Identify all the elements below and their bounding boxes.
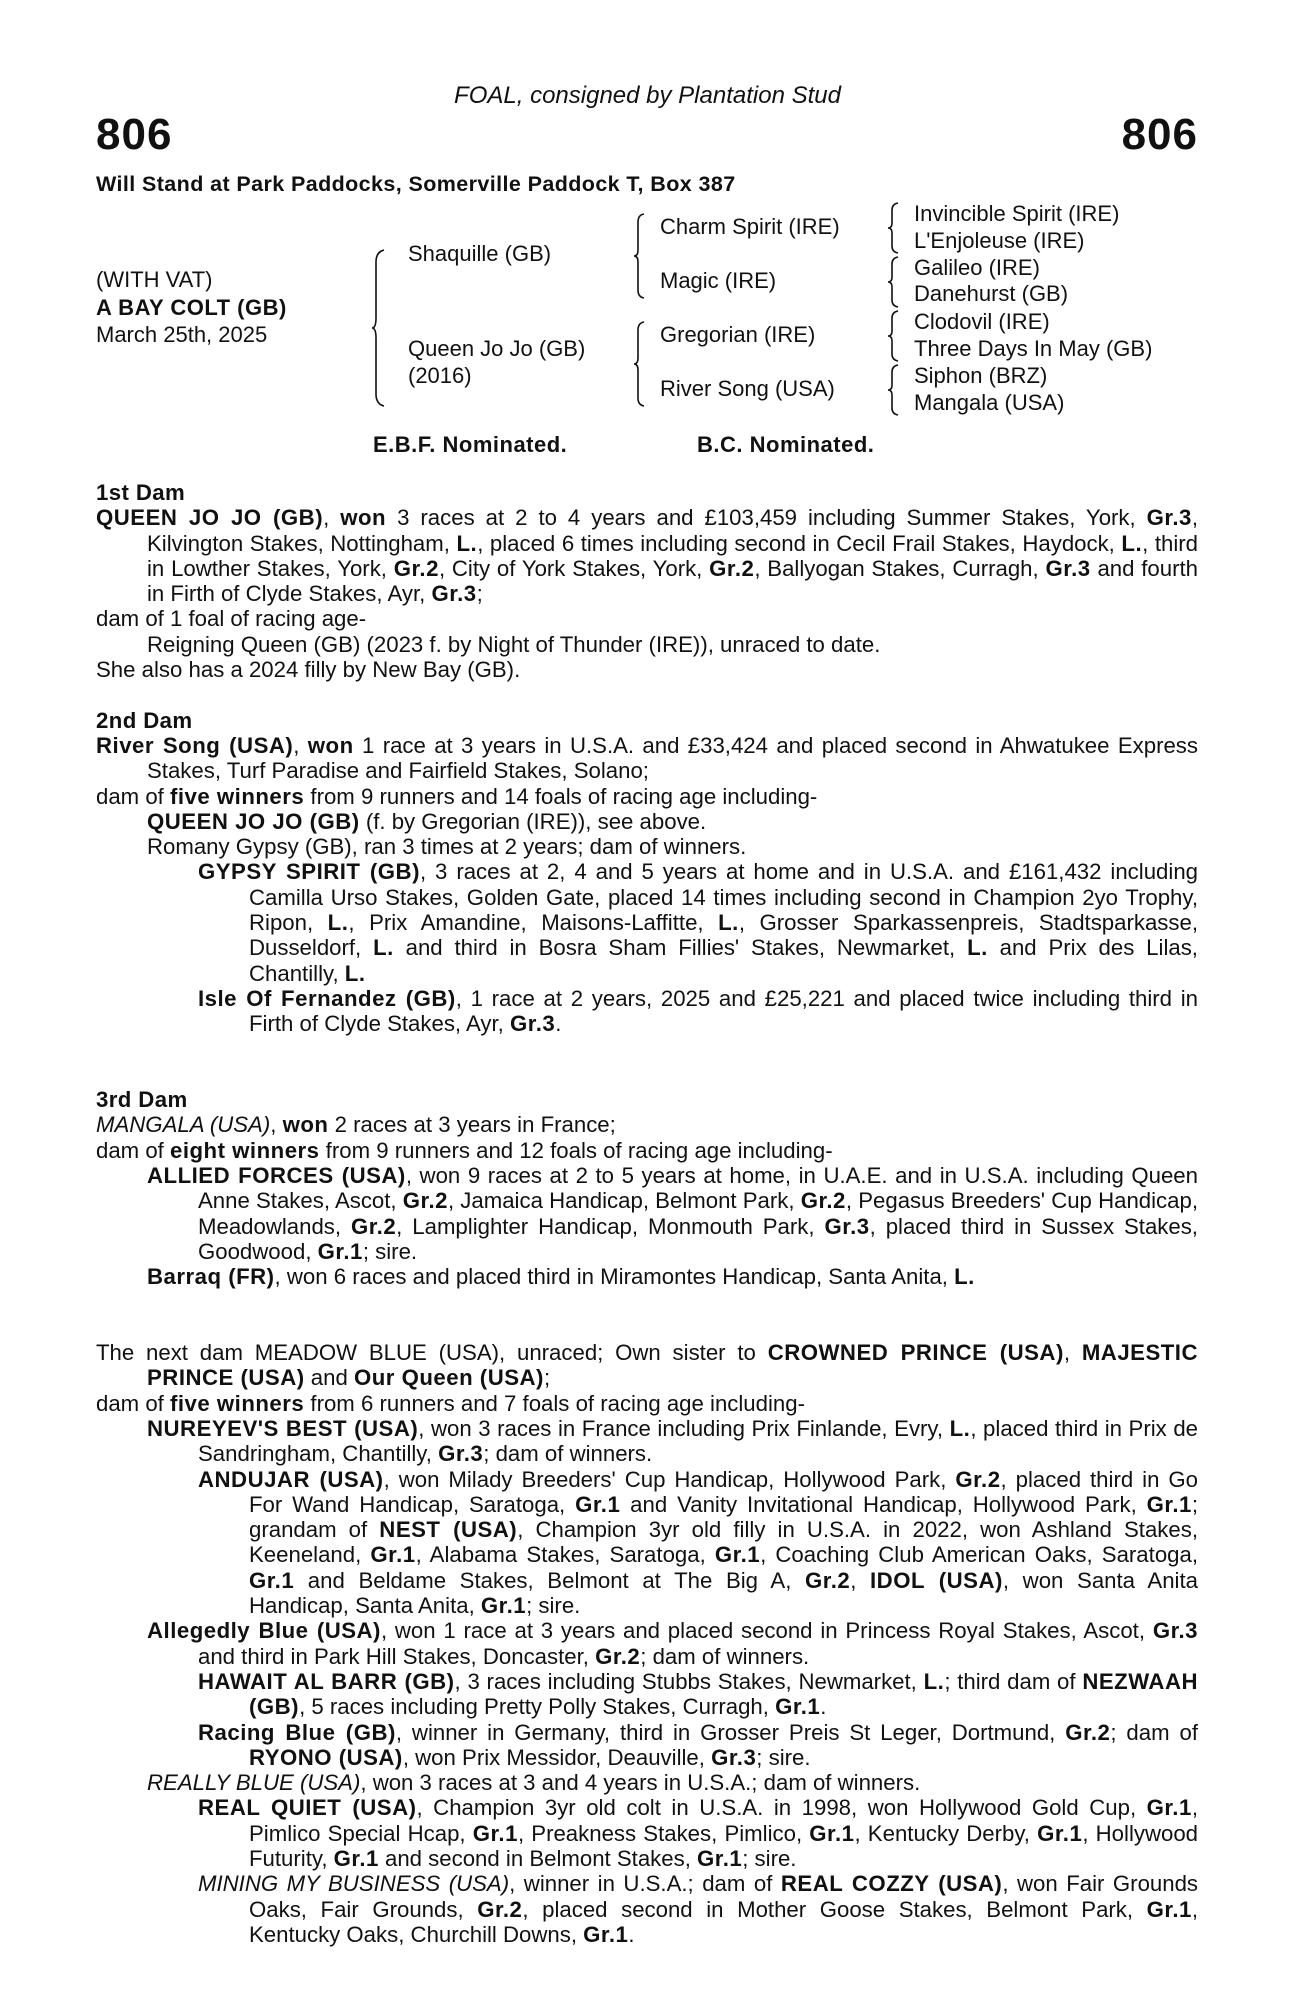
- produce-entry: [96, 1138, 1198, 1163]
- brace-gen3-3: [888, 311, 900, 361]
- produce-entry: [96, 859, 1198, 985]
- bold-text: QUEEN JO JO (GB): [96, 505, 324, 531]
- bold-text: Allegedly Blue (USA): [147, 1618, 381, 1644]
- text-run: , Jamaica Handicap, Belmont Park,: [447, 1188, 801, 1214]
- text-run: , won Fair Grounds Oaks, Fair Grounds,: [249, 1871, 1199, 1922]
- bold-text: REAL COZZY (USA): [780, 1871, 1003, 1897]
- produce-entry: [96, 657, 1198, 682]
- pedigree-gen4: Three Days In May (GB): [914, 336, 1153, 361]
- text-run: , Grosser Sparkassenpreis, Stadtsparkasse, Dusseldorf,: [249, 910, 1198, 961]
- text-run: , won 6 races and placed third in Miramontes Handicap, Santa Anita,: [274, 1264, 955, 1290]
- pedigree-gen3: River Song (USA): [660, 376, 835, 401]
- text-run: , won 3 races in France including Prix Finlande, Evry,: [418, 1415, 950, 1441]
- text-run: ;: [476, 581, 483, 607]
- dam-section: [96, 1087, 1198, 1289]
- pedigree-gen4: L'Enjoleuse (IRE): [914, 228, 1085, 253]
- text-run: , winner in U.S.A.; dam of: [509, 1871, 781, 1897]
- bold-text: Gr.1: [370, 1542, 416, 1568]
- brace-gen1: [372, 250, 386, 406]
- text-run: ,: [293, 732, 308, 758]
- bold-text: Gr.1: [480, 1593, 527, 1619]
- bold-text: Gr.3: [438, 1441, 484, 1467]
- text-run: ; sire.: [362, 1238, 418, 1264]
- bold-text: Gr.2: [595, 1643, 641, 1669]
- produce-entry: [96, 1264, 1198, 1289]
- text-run: and third in Park Hill Stakes, Doncaster,: [198, 1643, 596, 1669]
- pedigree-gen4: Invincible Spirit (IRE): [914, 201, 1120, 226]
- text-run: , Pimlico Special Hcap,: [249, 1795, 1198, 1846]
- bold-text: Gr.1: [575, 1491, 621, 1517]
- text-run: ; sire.: [526, 1593, 581, 1619]
- bold-text: L.: [954, 1264, 975, 1290]
- produce-entry: [96, 1416, 1198, 1467]
- text-run: and second in Belmont Stakes,: [378, 1846, 698, 1872]
- vat-note: (WITH VAT): [96, 267, 213, 292]
- text-run: , 1 race at 2 years, 2025 and £25,221 and placed twice including third in Firth of Clyde Stakes, Ayr,: [249, 985, 1198, 1037]
- bold-text: Gr.3: [431, 581, 477, 607]
- pedigree-gen4: Clodovil (IRE): [914, 309, 1050, 334]
- italic-text: MANGALA (USA): [96, 1112, 271, 1138]
- text-run: ,: [323, 505, 341, 531]
- bold-text: RYONO (USA): [249, 1744, 403, 1770]
- catalogue-body: [96, 480, 1198, 1973]
- bold-text: L.: [456, 530, 478, 556]
- text-run: and third in Bosra Sham Fillies' Stakes, Newmarket,: [393, 935, 968, 961]
- bold-text: Gr.1: [583, 1921, 629, 1947]
- text-run: ,: [850, 1567, 871, 1593]
- text-run: , placed 6 times including second in Cecil Frail Stakes, Haydock,: [477, 530, 1122, 556]
- bold-text: won: [340, 505, 387, 531]
- bold-text: Gr.2: [402, 1188, 448, 1214]
- text-run: , won Milady Breeders' Cup Handicap, Hollywood Park,: [383, 1466, 956, 1492]
- text-run: from 9 runners and 12 foals of racing age including-: [319, 1137, 833, 1163]
- text-run: from 9 runners and 14 foals of racing age including-: [304, 783, 818, 809]
- lot-number-left: 806: [96, 110, 173, 159]
- text-run: and fourth in Firth of Clyde Stakes, Ayr,: [147, 555, 1198, 607]
- ebf-nomination: E.B.F. Nominated.: [373, 432, 568, 457]
- bold-text: L.: [327, 910, 349, 936]
- bold-text: Gr.3: [711, 1744, 757, 1770]
- bold-text: Gr.1: [697, 1846, 743, 1872]
- bold-text: L.: [344, 960, 366, 986]
- bold-text: Racing Blue (GB): [198, 1719, 396, 1745]
- text-run: ; dam of winners.: [483, 1441, 653, 1467]
- produce-entry: [96, 1770, 1198, 1795]
- text-run: , Hollywood Futurity,: [249, 1820, 1199, 1872]
- bold-text: won: [282, 1112, 329, 1138]
- text-run: ; dam of: [1110, 1719, 1198, 1745]
- text-run: ,: [1063, 1340, 1082, 1366]
- produce-entry: [96, 809, 1198, 834]
- bold-text: REAL QUIET (USA): [198, 1795, 417, 1821]
- bold-text: L.: [923, 1668, 945, 1694]
- text-run: , 5 races including Pretty Polly Stakes, Curragh,: [299, 1694, 776, 1720]
- bold-text: five winners: [170, 1390, 305, 1416]
- bold-text: Gr.1: [775, 1694, 821, 1720]
- produce-entry: [96, 1163, 1198, 1264]
- text-run: .: [555, 1011, 562, 1037]
- text-run: dam of 1 foal of racing age-: [96, 606, 367, 632]
- text-run: , placed third in Prix de Sandringham, Chantilly,: [198, 1415, 1198, 1467]
- bold-text: Gr.3: [1045, 555, 1091, 581]
- produce-entry: [96, 986, 1198, 1037]
- brace-gen3-2: [888, 257, 900, 307]
- pedigree-gen4: Siphon (BRZ): [914, 363, 1048, 388]
- text-run: , Kentucky Oaks, Churchill Downs,: [249, 1896, 1198, 1947]
- section-heading: 1st Dam: [96, 480, 186, 505]
- produce-entry: [96, 1340, 1198, 1391]
- pedigree-gen3: Magic (IRE): [660, 268, 777, 293]
- text-run: , Ballyogan Stakes, Curragh,: [754, 555, 1046, 581]
- text-run: ; dam of winners.: [640, 1643, 810, 1669]
- bold-text: Gr.1: [1146, 1491, 1192, 1517]
- dam-section: [96, 1340, 1198, 1947]
- text-run: ,: [270, 1112, 283, 1138]
- text-run: .: [628, 1921, 635, 1947]
- bold-text: Gr.3: [1146, 505, 1192, 531]
- text-run: , Preakness Stakes, Pimlico,: [517, 1820, 810, 1846]
- bold-text: won: [307, 732, 354, 758]
- bold-text: Gr.1: [809, 1820, 855, 1846]
- bold-text: ALLIED FORCES (USA): [147, 1163, 406, 1189]
- pedigree-dam: Queen Jo Jo (GB): [408, 336, 586, 361]
- text-run: , placed third in Go For Wand Handicap, Saratoga,: [249, 1466, 1198, 1517]
- text-run: dam of: [96, 1390, 170, 1416]
- bold-text: ANDUJAR (USA): [198, 1466, 384, 1492]
- text-run: ;: [543, 1365, 551, 1391]
- bold-text: eight winners: [170, 1137, 320, 1163]
- text-run: ; third dam of: [944, 1668, 1083, 1694]
- brace-gen2-bottom: [634, 322, 646, 406]
- bold-text: Gr.3: [1152, 1618, 1198, 1644]
- text-run: from 6 runners and 7 foals of racing age including-: [304, 1390, 805, 1416]
- text-run: ; grandam of: [249, 1491, 1199, 1543]
- produce-entry: [96, 632, 1198, 657]
- bold-text: L.: [1121, 530, 1143, 556]
- text-run: , third in Lowther Stakes, York,: [147, 530, 1198, 581]
- section-heading: 2nd Dam: [96, 707, 193, 733]
- text-run: , Kilvington Stakes, Nottingham,: [147, 505, 1198, 556]
- bold-text: Our Queen (USA): [353, 1365, 544, 1391]
- text-run: and Beldame Stakes, Belmont at The Big A,: [294, 1567, 806, 1593]
- bold-text: IDOL (USA): [870, 1567, 1003, 1593]
- produce-entry: [96, 1871, 1198, 1947]
- horse-name: A BAY COLT (GB): [96, 295, 287, 320]
- bold-text: L.: [373, 935, 394, 961]
- pedigree-gen4: Mangala (USA): [914, 390, 1065, 415]
- bold-text: Gr.2: [477, 1896, 523, 1922]
- bold-text: Gr.1: [1146, 1795, 1192, 1821]
- bold-text: Gr.1: [714, 1542, 761, 1568]
- text-run: , Alabama Stakes, Saratoga,: [415, 1542, 715, 1568]
- bold-text: L.: [967, 935, 988, 961]
- text-run: 3 races at 2 to 4 years and £103,459 including Summer Stakes, York,: [386, 505, 1147, 531]
- text-run: , Champion 3yr old colt in U.S.A. in 1998, won Hollywood Gold Cup,: [416, 1795, 1147, 1821]
- produce-entry: [96, 784, 1198, 809]
- bold-text: NEZWAAH (GB): [249, 1668, 1198, 1720]
- bold-text: QUEEN JO JO (GB): [147, 808, 360, 834]
- text-run: Reigning Queen (GB) (2023 f. by Night of Thunder (IRE)), unraced to date.: [147, 631, 881, 657]
- bold-text: Isle Of Fernandez (GB): [198, 985, 456, 1011]
- produce-entry: [96, 1795, 1198, 1871]
- bold-text: Gr.1: [1146, 1896, 1192, 1922]
- text-run: , 3 races including Stubbs Stakes, Newmarket,: [454, 1668, 924, 1694]
- text-run: , won Santa Anita Handicap, Santa Anita,: [249, 1567, 1198, 1619]
- produce-entry: [96, 733, 1198, 784]
- bold-text: Barraq (FR): [147, 1264, 275, 1290]
- italic-text: REALLY BLUE (USA): [147, 1770, 361, 1796]
- bold-text: CROWNED PRINCE (USA): [767, 1340, 1064, 1366]
- text-run: , placed second in Mother Goose Stakes, Belmont Park,: [522, 1896, 1147, 1922]
- pedigree-sire: Shaquille (GB): [408, 241, 552, 266]
- text-run: , Prix Amandine, Maisons-Laffitte,: [348, 910, 719, 936]
- text-run: dam of: [96, 783, 170, 809]
- text-run: Romany Gypsy (GB), ran 3 times at 2 years; dam of winners.: [147, 834, 747, 860]
- produce-entry: [96, 1391, 1198, 1416]
- bold-text: Gr.2: [1065, 1719, 1111, 1745]
- dam-section: [96, 708, 1198, 1037]
- pedigree-dam-year: (2016): [408, 363, 472, 388]
- produce-entry: [96, 505, 1198, 606]
- pedigree-gen3: Gregorian (IRE): [660, 322, 816, 347]
- bold-text: Gr.2: [393, 555, 439, 581]
- bold-text: HAWAIT AL BARR (GB): [198, 1668, 455, 1694]
- bold-text: Gr.1: [333, 1846, 379, 1872]
- section-heading: 3rd Dam: [96, 1087, 188, 1113]
- bold-text: Gr.1: [249, 1567, 295, 1593]
- text-run: , won Prix Messidor, Deauville,: [402, 1744, 712, 1770]
- text-run: ; sire.: [756, 1744, 811, 1770]
- text-run: The next dam MEADOW BLUE (USA), unraced; Own sister to: [96, 1340, 768, 1366]
- produce-entry: [96, 1669, 1198, 1720]
- text-run: , City of York Stakes, York,: [438, 555, 710, 581]
- text-run: , 3 races at 2, 4 and 5 years at home and in U.S.A. and £161,432 including Camilla Urso Stakes, Golden Gate, placed 14 times including second in Champion 2yo Trophy, Ripon,: [249, 859, 1198, 936]
- bold-text: NUREYEV'S BEST (USA): [147, 1415, 419, 1441]
- lot-number-right: 806: [1121, 110, 1198, 159]
- consignor-line: FOAL, consigned by Plantation Stud: [454, 82, 841, 109]
- text-run: and Prix des Lilas, Chantilly,: [249, 935, 1198, 986]
- bold-text: Gr.1: [1037, 1820, 1083, 1846]
- text-run: , Champion 3yr old filly in U.S.A. in 2022, won Ashland Stakes, Keeneland,: [249, 1517, 1198, 1568]
- produce-entry: [96, 834, 1198, 859]
- produce-entry: [96, 1720, 1198, 1771]
- bold-text: Gr.2: [955, 1466, 1001, 1492]
- brace-gen3-1: [888, 203, 900, 253]
- text-run: (f. by Gregorian (IRE)), see above.: [359, 808, 707, 834]
- bold-text: River Song (USA): [96, 732, 294, 758]
- bc-nomination: B.C. Nominated.: [697, 432, 875, 457]
- text-run: .: [820, 1694, 827, 1720]
- text-run: , Lamplighter Handicap, Monmouth Park,: [396, 1213, 825, 1239]
- bold-text: Gr.2: [805, 1567, 851, 1593]
- text-run: 1 race at 3 years in U.S.A. and £33,424 and placed second in Ahwatukee Express Stakes, Turf Paradise and Fairfield Stakes, Solano;: [147, 732, 1198, 784]
- brace-gen3-4: [888, 365, 900, 415]
- pedigree-gen4: Danehurst (GB): [914, 281, 1069, 306]
- produce-entry: [96, 1467, 1198, 1619]
- foaling-date: March 25th, 2025: [96, 322, 268, 347]
- text-run: , placed third in Sussex Stakes, Goodwood,: [198, 1213, 1198, 1264]
- text-run: She also has a 2024 filly by New Bay (GB).: [96, 657, 521, 683]
- dam-section: [96, 480, 1198, 682]
- bold-text: Gr.2: [709, 555, 755, 581]
- bold-text: L.: [949, 1415, 971, 1441]
- brace-gen2-top: [634, 214, 646, 298]
- text-run: , won 3 races at 3 and 4 years in U.S.A.; dam of winners.: [360, 1770, 921, 1796]
- bold-text: Gr.1: [317, 1238, 363, 1264]
- bold-text: Gr.1: [472, 1820, 518, 1846]
- text-run: , winner in Germany, third in Grosser Preis St Leger, Dortmund,: [395, 1719, 1066, 1745]
- text-run: 2 races at 3 years in France;: [328, 1112, 616, 1138]
- bold-text: Gr.2: [351, 1213, 397, 1239]
- text-run: , Kentucky Derby,: [854, 1820, 1038, 1846]
- bold-text: GYPSY SPIRIT (GB): [198, 859, 420, 885]
- bold-text: five winners: [170, 783, 305, 809]
- bold-text: Gr.2: [800, 1188, 846, 1214]
- produce-entry: [96, 1112, 1198, 1137]
- pedigree-gen3: Charm Spirit (IRE): [660, 214, 840, 239]
- text-run: and Vanity Invitational Handicap, Hollywood Park,: [620, 1491, 1147, 1517]
- text-run: , Coaching Club American Oaks, Saratoga,: [760, 1542, 1198, 1568]
- bold-text: NEST (USA): [379, 1517, 518, 1543]
- pedigree-gen4: Galileo (IRE): [914, 255, 1040, 280]
- italic-text: MINING MY BUSINESS (USA): [198, 1871, 510, 1897]
- text-run: , Pegasus Breeders' Cup Handicap, Meadowlands,: [198, 1188, 1198, 1239]
- text-run: and: [304, 1365, 354, 1391]
- text-run: ; sire.: [742, 1846, 797, 1872]
- bold-text: MAJESTIC PRINCE (USA): [147, 1340, 1198, 1391]
- bold-text: L.: [718, 910, 739, 936]
- text-run: dam of: [96, 1137, 170, 1163]
- text-run: , won 1 race at 3 years and placed second in Princess Royal Stakes, Ascot,: [380, 1618, 1153, 1644]
- stand-location: Will Stand at Park Paddocks, Somerville Paddock T, Box 387: [96, 172, 736, 196]
- bold-text: Gr.3: [510, 1011, 556, 1037]
- bold-text: Gr.3: [824, 1213, 870, 1239]
- text-run: , won 9 races at 2 to 5 years at home, in U.A.E. and in U.S.A. including Queen Anne Stakes, Ascot,: [198, 1163, 1198, 1214]
- produce-entry: [96, 1618, 1198, 1669]
- produce-entry: [96, 606, 1198, 631]
